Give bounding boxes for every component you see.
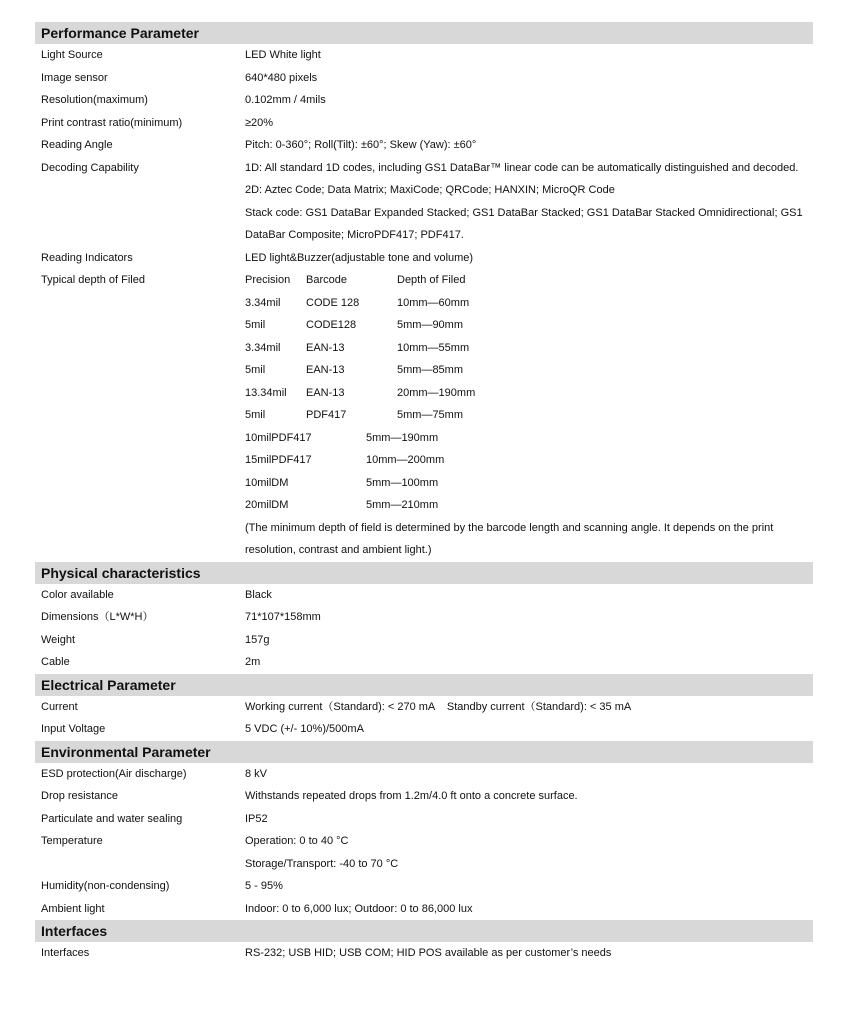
spec-value: LED White light — [245, 49, 321, 61]
spec-label: Reading Angle — [41, 139, 113, 151]
spec-row-ambient-light — [35, 898, 813, 921]
spec-value — [245, 830, 813, 875]
dof-row — [245, 404, 813, 427]
temperature-storage: Storage/Transport: -40 to 70 °C — [245, 857, 399, 870]
dof-precision: 5mil — [245, 319, 266, 331]
dof-precision: 3.34mil — [245, 341, 281, 354]
depth-of-field-table — [245, 269, 813, 562]
spec-row-temperature — [35, 830, 813, 875]
spec-row-sealing — [35, 808, 813, 831]
dof-depth: 10mm—55mm — [397, 341, 470, 354]
spec-value: IP52 — [245, 812, 268, 825]
spec-value: 0.102mm / 4mils — [245, 94, 326, 106]
spec-row-depth-of-field — [35, 269, 813, 562]
spec-label: Particulate and water sealing — [41, 812, 183, 825]
dof-code: 15milPDF417 — [245, 454, 312, 466]
dof-barcode: PDF417 — [306, 409, 347, 421]
decoding-stack-text: Stack code: GS1 DataBar Expanded Stacked; GS1 DataBar Stacked; GS1 DataBar Stacked Omnidirectional; GS1 DataBar Composite; MicroPDF417; PDF417. — [245, 206, 803, 241]
dof-depth: 5mm—85mm — [397, 364, 464, 376]
dof-row — [245, 359, 813, 382]
spec-sheet — [35, 22, 813, 965]
spec-label: Resolution(maximum) — [41, 94, 148, 106]
dof-row — [245, 449, 813, 472]
dof-depth: 5mm—190mm — [366, 431, 439, 444]
spec-value: 2m — [245, 656, 261, 668]
spec-label: Color available — [41, 588, 114, 601]
spec-label: Temperature — [41, 835, 103, 847]
spec-value: Indoor: 0 to 6,000 lux; Outdoor: 0 to 86,000 lux — [245, 902, 473, 915]
spec-label: Current — [41, 700, 78, 713]
dof-row — [245, 337, 813, 360]
dof-header-depth: Depth of Filed — [397, 274, 466, 286]
dof-depth: 5mm—100mm — [366, 476, 439, 489]
spec-label: Image sensor — [41, 71, 108, 84]
spec-label: Drop resistance — [41, 790, 119, 802]
spec-value: Working current（Standard): < 270 mA Standby current（Standard): < 35 mA — [245, 700, 632, 713]
dof-barcode: EAN-13 — [306, 386, 345, 399]
spec-value: Withstands repeated drops from 1.2m/4.0 ft onto a concrete surface. — [245, 790, 578, 802]
dof-depth: 5mm—75mm — [397, 409, 464, 421]
spec-value: 157g — [245, 633, 270, 646]
spec-value: 71*107*158mm — [245, 611, 321, 623]
spec-label: Weight — [41, 633, 76, 646]
spec-row-input-voltage — [35, 718, 813, 741]
spec-row-dimensions — [35, 606, 813, 629]
spec-label: Light Source — [41, 49, 103, 61]
spec-row-humidity — [35, 875, 813, 898]
decoding-1d-text: 1D: All standard 1D codes, including GS1 DataBar™ linear code can be automatically distinguished and decoded. — [245, 161, 799, 174]
spec-row-decoding-capability — [35, 157, 813, 247]
spec-label: Dimensions（L*W*H） — [41, 611, 154, 623]
dof-barcode: EAN-13 — [306, 341, 345, 354]
section-header-electrical: Electrical Parameter — [35, 674, 813, 696]
spec-label: Humidity(non-condensing) — [41, 880, 170, 892]
dof-depth: 5mm—90mm — [397, 319, 464, 331]
spec-value: 5 - 95% — [245, 880, 283, 892]
dof-note: (The minimum depth of field is determined by the barcode length and scanning angle. It depends on the print resolution, contrast and ambient light.) — [245, 521, 774, 556]
dof-depth: 10mm—60mm — [397, 296, 470, 309]
spec-label: Typical depth of Filed — [41, 274, 145, 286]
spec-row-color — [35, 584, 813, 607]
dof-depth: 10mm—200mm — [366, 454, 445, 466]
spec-value: 5 VDC (+/- 10%)/500mA — [245, 723, 364, 735]
dof-row — [245, 494, 813, 517]
spec-row-esd — [35, 763, 813, 786]
spec-label: Interfaces — [41, 947, 90, 959]
spec-row-resolution — [35, 89, 813, 112]
dof-barcode: EAN-13 — [306, 364, 345, 376]
dof-precision: 13.34mil — [245, 386, 287, 399]
spec-label: Decoding Capability — [41, 161, 139, 174]
temperature-operation: Operation: 0 to 40 °C — [245, 835, 349, 847]
spec-row-interfaces — [35, 942, 813, 965]
dof-precision: 5mil — [245, 409, 266, 421]
spec-value: ≥20% — [245, 116, 274, 129]
dof-barcode: CODE128 — [306, 319, 357, 331]
dof-header-barcode: Barcode — [306, 274, 347, 286]
dof-barcode: CODE 128 — [306, 296, 360, 309]
spec-row-print-contrast — [35, 112, 813, 135]
spec-value — [245, 157, 813, 247]
spec-row-weight — [35, 629, 813, 652]
spec-value: LED light&Buzzer(adjustable tone and volume) — [245, 251, 474, 264]
dof-row — [245, 314, 813, 337]
dof-row — [245, 427, 813, 450]
section-header-physical: Physical characteristics — [35, 562, 813, 584]
section-header-environmental: Environmental Parameter — [35, 741, 813, 763]
dof-header-precision: Precision — [245, 274, 291, 286]
spec-label: Input Voltage — [41, 723, 106, 735]
decoding-2d-text: 2D: Aztec Code; Data Matrix; MaxiCode; QRCode; HANXIN; MicroQR Code — [245, 184, 615, 196]
dof-code: 10milPDF417 — [245, 431, 312, 444]
dof-row — [245, 472, 813, 495]
spec-value: Black — [245, 588, 272, 601]
dof-precision: 3.34mil — [245, 296, 281, 309]
section-header-performance: Performance Parameter — [35, 22, 813, 44]
spec-value: 640*480 pixels — [245, 71, 318, 84]
dof-precision: 5mil — [245, 364, 266, 376]
dof-row — [245, 292, 813, 315]
spec-row-reading-indicators — [35, 247, 813, 270]
spec-row-cable — [35, 651, 813, 674]
spec-label: Reading Indicators — [41, 251, 133, 264]
spec-row-light-source — [35, 44, 813, 67]
spec-row-current — [35, 696, 813, 719]
spec-row-reading-angle — [35, 134, 813, 157]
spec-label: Ambient light — [41, 902, 105, 915]
dof-code: 20milDM — [245, 499, 289, 511]
spec-row-drop-resistance — [35, 785, 813, 808]
spec-label: Print contrast ratio(minimum) — [41, 116, 183, 129]
dof-header-row — [245, 269, 813, 292]
dof-depth: 20mm—190mm — [397, 386, 476, 399]
spec-value: 8 kV — [245, 767, 268, 780]
dof-depth: 5mm—210mm — [366, 499, 439, 511]
dof-row — [245, 382, 813, 405]
dof-code: 10milDM — [245, 476, 289, 489]
spec-label: Cable — [41, 656, 70, 668]
spec-value: Pitch: 0-360°; Roll(Tilt): ±60°; Skew (Yaw): ±60° — [245, 139, 477, 151]
spec-value: RS-232; USB HID; USB COM; HID POS available as per customer’s needs — [245, 947, 612, 959]
spec-row-image-sensor — [35, 67, 813, 90]
spec-label: ESD protection(Air discharge) — [41, 767, 187, 780]
section-header-interfaces: Interfaces — [35, 920, 813, 942]
